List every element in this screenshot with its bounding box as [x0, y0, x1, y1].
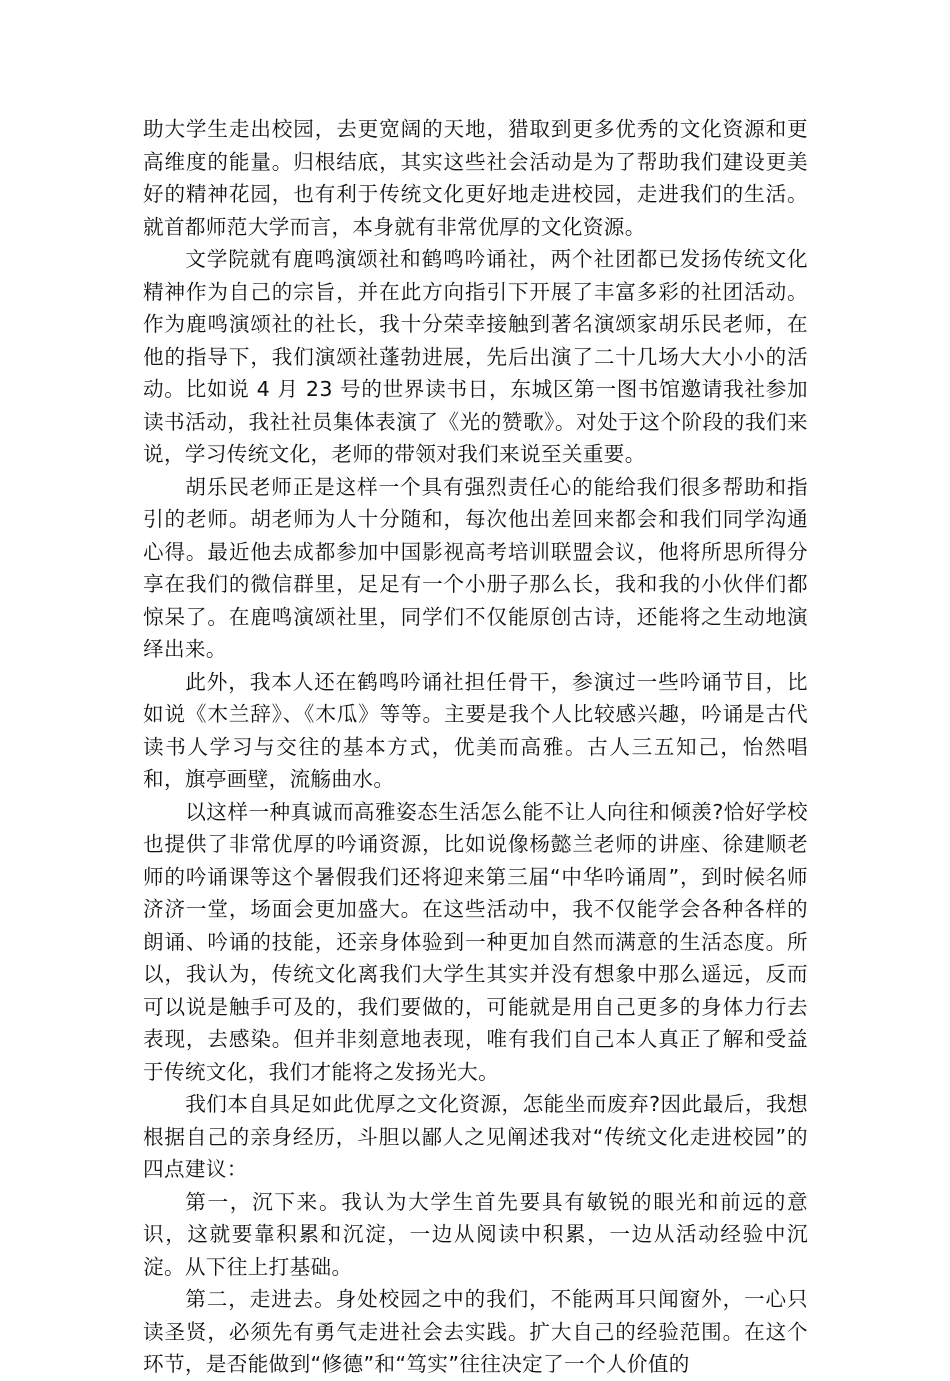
document-page	[143, 113, 808, 1381]
paragraph-6: 我们本自具足如此优厚之文化资源，怎能坐而废弃?因此最后，我想根据自己的亲身经历，斗胆以鄙人之见阐述我对“传统文化走进校园”的四点建议：	[143, 1092, 808, 1181]
paragraph-1: 助大学生走出校园，去更宽阔的天地，猎取到更多优秀的文化资源和更高维度的能量。归根结底，其实这些社会活动是为了帮助我们建设更美好的精神花园，也有利于传统文化更好地走进校园，走进我们的生活。就首都师范大学而言，本身就有非常优厚的文化资源。	[143, 117, 808, 239]
paragraph-4: 此外，我本人还在鹤鸣吟诵社担任骨干，参演过一些吟诵节目，比如说《木兰辞》、《木瓜》等等。主要是我个人比较感兴趣，吟诵是古代读书人学习与交往的基本方式，优美而高雅。古人三五知己，怡然唱和，旗亭画壁，流觞曲水。	[143, 669, 808, 791]
paragraph-5: 以这样一种真诚而高雅姿态生活怎么能不让人向往和倾羡?恰好学校也提供了非常优厚的吟诵资源，比如说像杨懿兰老师的讲座、徐建顺老师的吟诵课等这个暑假我们还将迎来第三届“中华吟诵周”，到时候名师济济一堂，场面会更加盛大。在这些活动中，我不仅能学会各种各样的朗诵、吟诵的技能，还亲身体验到一种更加自然而满意的生活态度。所以，我认为，传统文化离我们大学生其实并没有想象中那么遥远，反而可以说是触手可及的，我们要做的，可能就是用自己更多的身体力行去表现，去感染。但并非刻意地表现，唯有我们自己本人真正了解和受益于传统文化，我们才能将之发扬光大。	[143, 799, 808, 1084]
paragraph-2: 文学院就有鹿鸣演颂社和鹤鸣吟诵社，两个社团都已发扬传统文化精神作为自己的宗旨，并在此方向指引下开展了丰富多彩的社团活动。作为鹿鸣演颂社的社长，我十分荣幸接触到著名演颂家胡乐民老师，在他的指导下，我们演颂社蓬勃进展，先后出演了二十几场大大小小的活动。比如说 4 月 23 号的世界读书日，东城区第一图书馆邀请我社参加读书活动，我社社员集体表演了《光的赞歌》。对处于这个阶段的我们来说，学习传统文化，老师的带领对我们来说至关重要。	[143, 247, 808, 466]
paragraph-7: 第一，沉下来。我认为大学生首先要具有敏锐的眼光和前远的意识，这就要靠积累和沉淀，一边从阅读中积累，一边从活动经验中沉淀。从下往上打基础。	[143, 1189, 808, 1279]
paragraph-8: 第二，走进去。身处校园之中的我们，不能两耳只闻窗外，一心只读圣贤，必须先有勇气走进社会去实践。扩大自己的经验范围。在这个环节，是否能做到“修德”和“笃实”往往决定了一个人价值的	[143, 1287, 808, 1376]
paragraph-3: 胡乐民老师正是这样一个具有强烈责任心的能给我们很多帮助和指引的老师。胡老师为人十分随和，每次他出差回来都会和我们同学沟通心得。最近他去成都参加中国影视高考培训联盟会议，他将所思所得分享在我们的微信群里，足足有一个小册子那么长，我和我的小伙伴们都惊呆了。在鹿鸣演颂社里，同学们不仅能原创古诗，还能将之生动地演绎出来。	[143, 474, 808, 661]
